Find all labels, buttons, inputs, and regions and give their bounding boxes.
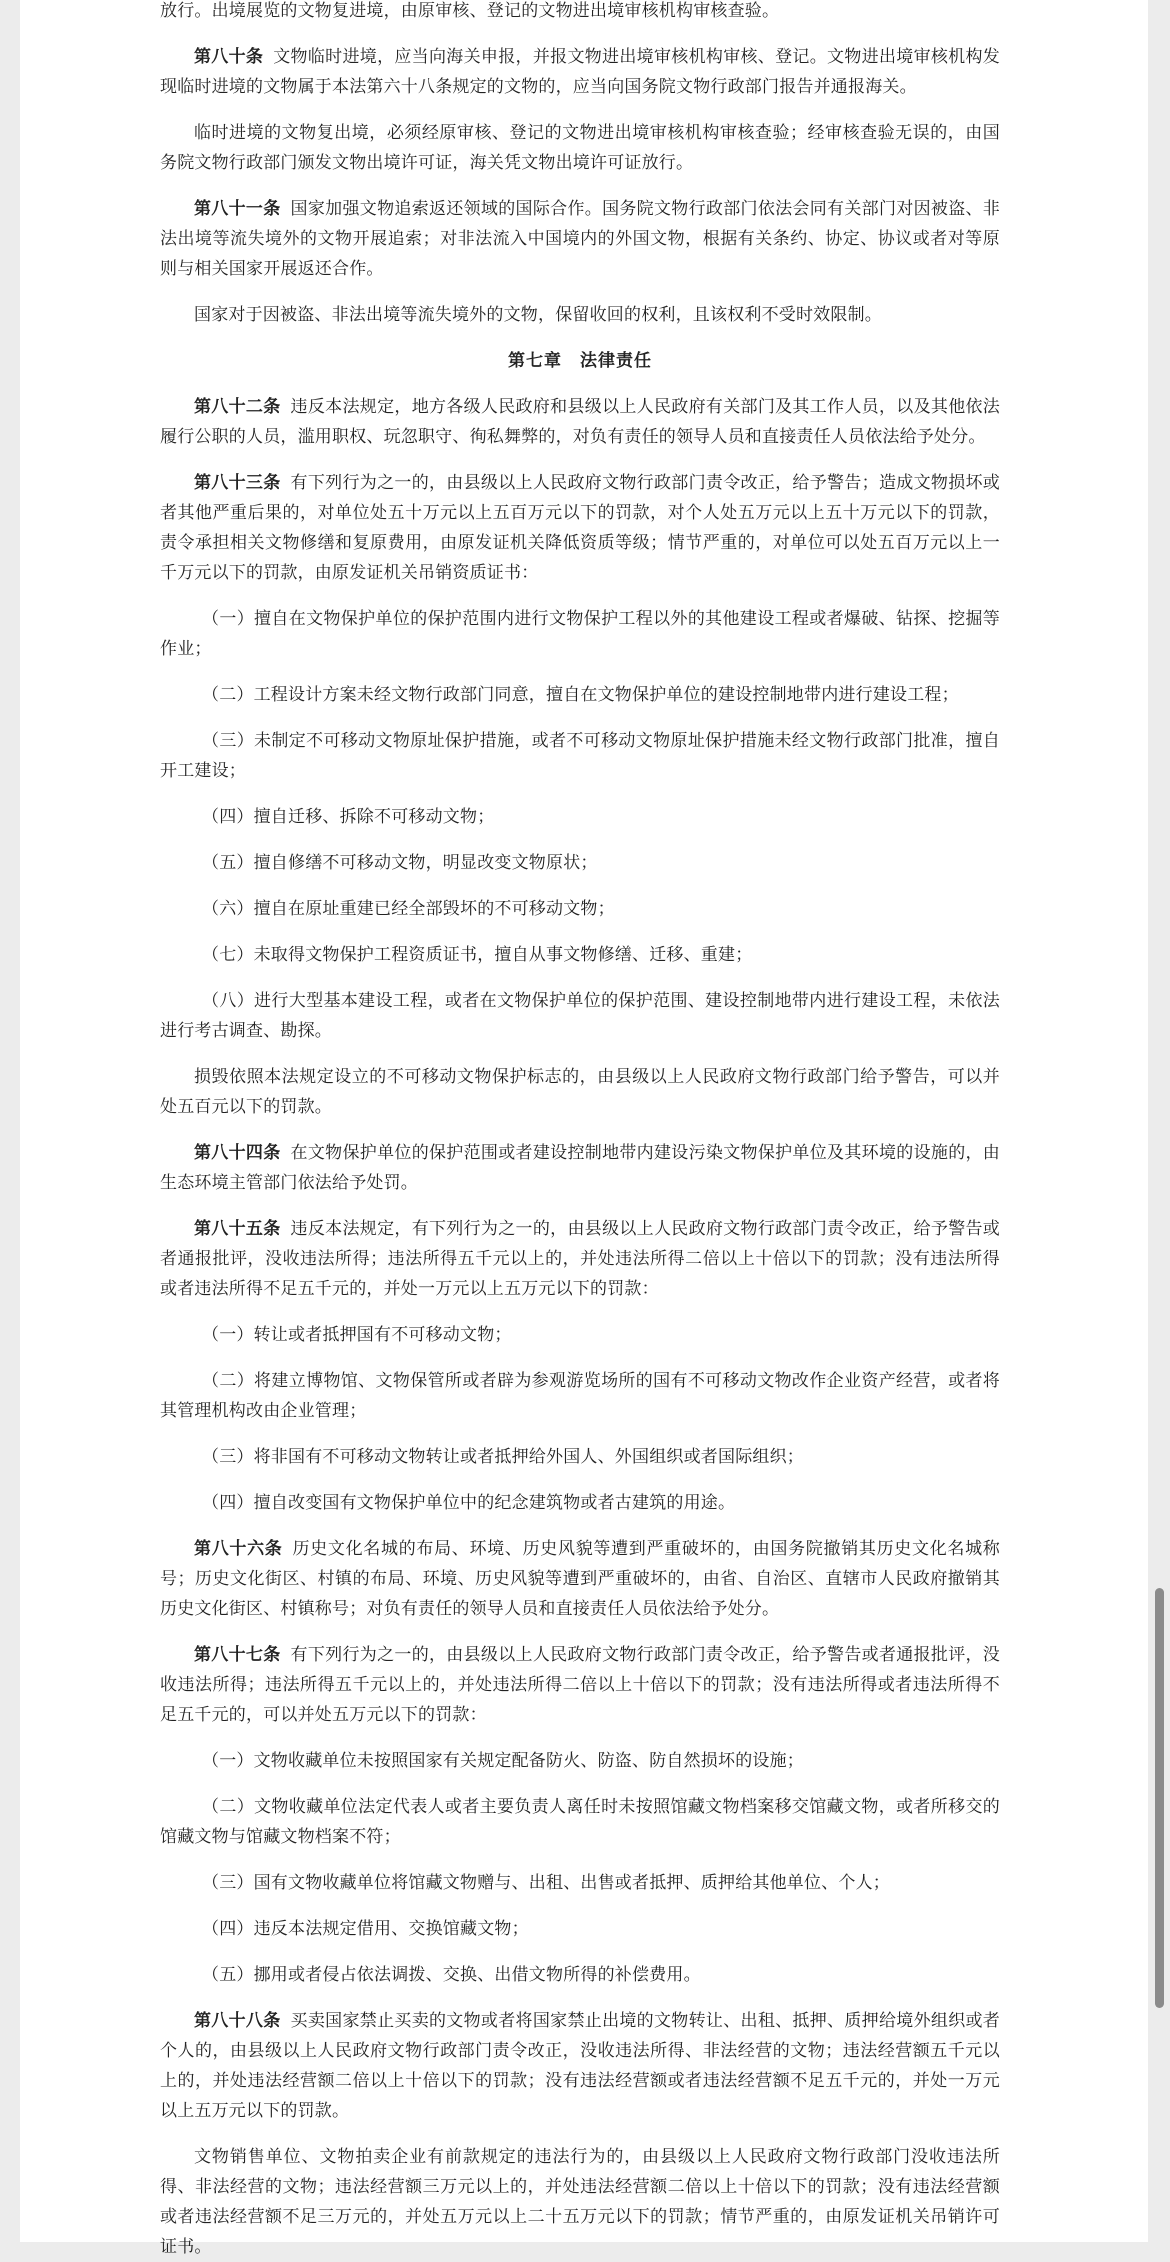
article-paragraph: [160, 392, 1000, 452]
paragraph-text: 有下列行为之一的，由县级以上人民政府文物行政部门责令改正，给予警告；造成文物损坏或者其他严重后果的，对单位处五十万元以上五百万元以下的罚款，对个人处五万元以上五十万元以下的罚款，责令承担相关文物修缮和复原费用，由原发证机关降低资质等级；情节严重的，对单位可以处五百万元以上一千万元以下的罚款，由原发证机关吊销资质证书：: [160, 473, 1001, 583]
list-item: [160, 1792, 1000, 1852]
paragraph-text: 临时进境的文物复出境，必须经原审核、登记的文物进出境审核机构审核查验；经审核查验无误的，由国务院文物行政部门颁发文物出境许可证，海关凭文物出境许可证放行。: [160, 123, 1000, 173]
paragraph-text: （三）国有文物收藏单位将馆藏文物赠与、出租、出售或者抵押、质押给其他单位、个人；: [202, 1873, 890, 1893]
list-item: [160, 1320, 1000, 1350]
paragraph-text: （一）文物收藏单位未按照国家有关规定配备防火、防盗、防自然损坏的设施；: [202, 1751, 804, 1771]
vertical-scrollbar[interactable]: [1148, 0, 1170, 2242]
chapter-heading: [160, 346, 1000, 376]
paragraph-text: （二）文物收藏单位法定代表人或者主要负责人离任时未按照馆藏文物档案移交馆藏文物，或者所移交的馆藏文物与馆藏文物档案不符；: [160, 1797, 1000, 1847]
paragraph-text: （八）进行大型基本建设工程，或者在文物保护单位的保护范围、建设控制地带内进行建设工程，未依法进行考古调查、勘探。: [160, 991, 1000, 1041]
paragraph-text: （四）擅自改变国有文物保护单位中的纪念建筑物或者古建筑的用途。: [202, 1493, 736, 1513]
list-item: [160, 848, 1000, 878]
paragraph-text: 文物销售单位、文物拍卖企业有前款规定的违法行为的，由县级以上人民政府文物行政部门没收违法所得、非法经营的文物；违法经营额三万元以上的，并处违法经营额二倍以上十倍以下的罚款；没有违法经营额或者违法经营额不足三万元的，并处五万元以上二十五万元以下的罚款；情节严重的，由原发证机关吊销许可证书。: [160, 2147, 1000, 2257]
paragraph-text: 文物临时进境，应当向海关申报，并报文物进出境审核机构审核、登记。文物进出境审核机构发现临时进境的文物属于本法第六十八条规定的文物的，应当向国务院文物行政部门报告并通报海关。: [160, 47, 1000, 97]
article-paragraph: [160, 1138, 1000, 1198]
paragraph: [160, 300, 1000, 330]
list-item: [160, 894, 1000, 924]
list-item: [160, 1366, 1000, 1426]
paragraph-text: 买卖国家禁止买卖的文物或者将国家禁止出境的文物转让、出租、抵押、质押给境外组织或者个人的，由县级以上人民政府文物行政部门责令改正，没收违法所得、非法经营的文物；违法经营额五千元以上的，并处违法经营额二倍以上十倍以下的罚款；没有违法经营额或者违法经营额不足五千元的，并处一万元以上五万元以下的罚款。: [160, 2011, 1001, 2121]
paragraph: [160, 2142, 1000, 2262]
paragraph-text: 历史文化名城的布局、环境、历史风貌等遭到严重破坏的，由国务院撤销其历史文化名城称号；历史文化街区、村镇的布局、环境、历史风貌等遭到严重破坏的，由省、自治区、直辖市人民政府撤销其历史文化街区、村镇称号；对负有责任的领导人员和直接责任人员依法给予处分。: [160, 1539, 1000, 1619]
paragraph-text: 损毁依照本法规定设立的不可移动文物保护标志的，由县级以上人民政府文物行政部门给予警告，可以并处五百元以下的罚款。: [160, 1067, 1000, 1117]
article-number: 第八十八条: [194, 2011, 281, 2031]
chapter-number: 第七章: [508, 351, 562, 371]
paragraph-text: 违反本法规定，地方各级人民政府和县级以上人民政府有关部门及其工作人员，以及其他依法履行公职的人员，滥用职权、玩忽职守、徇私舞弊的，对负有责任的领导人员和直接责任人员依法给予处分。: [160, 397, 1001, 447]
paragraph-text: （五）挪用或者侵占依法调拨、交换、出借文物所得的补偿费用。: [202, 1965, 701, 1985]
article-paragraph: [160, 2006, 1000, 2126]
article-number: 第八十二条: [194, 397, 281, 417]
paragraph-text: （四）违反本法规定借用、交换馆藏文物；: [202, 1919, 529, 1939]
paragraph-text: （四）擅自迁移、拆除不可移动文物；: [202, 807, 495, 827]
article-number: 第八十七条: [194, 1645, 281, 1665]
paragraph: [160, 118, 1000, 178]
list-item: [160, 604, 1000, 664]
list-item: [160, 1746, 1000, 1776]
paragraph-text: （二）工程设计方案未经文物行政部门同意，擅自在文物保护单位的建设控制地带内进行建设工程；: [202, 685, 959, 705]
paragraph-text: （二）将建立博物馆、文物保管所或者辟为参观游览场所的国有不可移动文物改作企业资产经营，或者将其管理机构改由企业管理；: [160, 1371, 1000, 1421]
paragraph-text: 有下列行为之一的，由县级以上人民政府文物行政部门责令改正，给予警告或者通报批评，没收违法所得；违法所得五千元以上的，并处违法所得二倍以上十倍以下的罚款；没有违法所得或者违法所得不足五千元的，可以并处五万元以下的罚款：: [160, 1645, 1001, 1725]
article-paragraph: [160, 1214, 1000, 1304]
paragraph-text: （一）擅自在文物保护单位的保护范围内进行文物保护工程以外的其他建设工程或者爆破、钻探、挖掘等作业；: [160, 609, 1000, 659]
article-paragraph: [160, 42, 1000, 102]
article-paragraph: [160, 1640, 1000, 1730]
article-number: 第八十五条: [194, 1219, 281, 1239]
list-item: [160, 986, 1000, 1046]
article-number: 第八十四条: [194, 1143, 281, 1163]
article-paragraph: [160, 1534, 1000, 1624]
article-paragraph: [160, 194, 1000, 284]
paragraph: [160, 0, 1000, 26]
list-item: [160, 1960, 1000, 1990]
paragraph-text: （三）未制定不可移动文物原址保护措施，或者不可移动文物原址保护措施未经文物行政部门批准，擅自开工建设；: [160, 731, 1000, 781]
list-item: [160, 1868, 1000, 1898]
paragraph-text: 放行。出境展览的文物复进境，由原审核、登记的文物进出境审核机构审核查验。: [160, 1, 780, 21]
article-paragraph: [160, 468, 1000, 588]
list-item: [160, 726, 1000, 786]
article-number: 第八十六条: [194, 1539, 283, 1559]
list-item: [160, 802, 1000, 832]
paragraph-text: 国家加强文物追索返还领域的国际合作。国务院文物行政部门依法会同有关部门对因被盗、非法出境等流失境外的文物开展追索；对非法流入中国境内的外国文物，根据有关条约、协定、协议或者对等原则与相关国家开展返还合作。: [160, 199, 1001, 279]
scrollbar-thumb[interactable]: [1155, 1588, 1164, 2008]
list-item: [160, 1914, 1000, 1944]
article-number: 第八十一条: [194, 199, 281, 219]
paragraph-text: （一）转让或者抵押国有不可移动文物；: [202, 1325, 512, 1345]
paragraph-text: （七）未取得文物保护工程资质证书，擅自从事文物修缮、迁移、重建；: [202, 945, 753, 965]
paragraph-text: 在文物保护单位的保护范围或者建设控制地带内建设污染文物保护单位及其环境的设施的，由生态环境主管部门依法给予处罚。: [160, 1143, 1001, 1193]
document-page: [20, 0, 1148, 2257]
paragraph-text: 违反本法规定，有下列行为之一的，由县级以上人民政府文物行政部门责令改正，给予警告或者通报批评，没收违法所得；违法所得五千元以上的，并处违法所得二倍以上十倍以下的罚款；没有违法所得或者违法所得不足五千元的，并处一万元以上五万元以下的罚款：: [160, 1219, 1001, 1299]
list-item: [160, 680, 1000, 710]
paragraph-text: （三）将非国有不可移动文物转让或者抵押给外国人、外国组织或者国际组织；: [202, 1447, 804, 1467]
chapter-title: 法律责任: [580, 351, 652, 371]
paragraph-text: 国家对于因被盗、非法出境等流失境外的文物，保留收回的权利，且该权利不受时效限制。: [194, 305, 882, 325]
list-item: [160, 1442, 1000, 1472]
article-number: 第八十条: [194, 47, 264, 67]
article-number: 第八十三条: [194, 473, 281, 493]
paragraph: [160, 1062, 1000, 1122]
paragraph-text: （五）擅自修缮不可移动文物，明显改变文物原状；: [202, 853, 598, 873]
paragraph-text: （六）擅自在原址重建已经全部毁坏的不可移动文物；: [202, 899, 615, 919]
list-item: [160, 940, 1000, 970]
list-item: [160, 1488, 1000, 1518]
document-content: [160, 0, 1000, 2262]
